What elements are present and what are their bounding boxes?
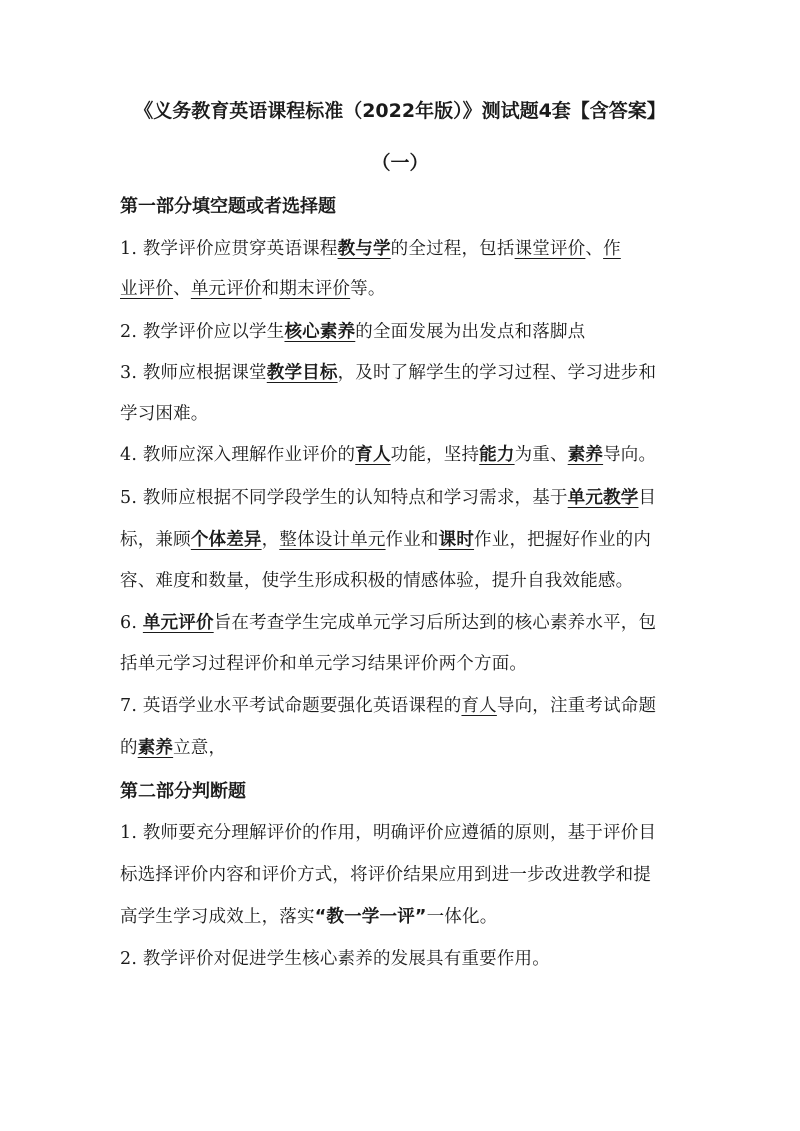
question-6-line-2: 括单元学习过程评价和单元学习结果评价两个方面。 <box>120 654 528 674</box>
answer-blank: 能力 <box>479 445 515 465</box>
answer-blank: 业评价 <box>120 279 174 299</box>
question-7-line-1: 7. 英语学业水平考试命题要强化英语课程的育人导向，注重考试命题 <box>120 696 657 716</box>
emphasis-quote: “教一学一评” <box>314 907 427 927</box>
answer-blank: 单元评价 <box>190 279 262 299</box>
answer-blank: 素养 <box>567 445 604 465</box>
answer-blank: 教学目标 <box>266 363 338 383</box>
question-5-line-2: 标，兼顾个体差异，整体设计单元作业和课时作业，把握好作业的内 <box>120 530 652 550</box>
answer-blank: 课堂评价 <box>514 239 586 259</box>
answer-blank: 期末评价 <box>279 279 351 299</box>
answer-blank: 个体差异 <box>190 530 262 550</box>
answer-blank: 单元评价 <box>142 613 214 633</box>
question-5-line-1: 5. 教师应根据不同学段学生的认知特点和学习需求，基于单元教学目 <box>120 488 657 508</box>
document-title: 《义务教育英语课程标准（2022年版）》测试题4套【含答案】 <box>134 100 666 122</box>
judgement-1-line-1: 1. 教师要充分理解评价的作用，明确评价应遵循的原则，基于评价目 <box>120 823 657 843</box>
answer-blank: 素养 <box>137 738 174 758</box>
judgement-1-line-2: 标选择评价内容和评价方式，将评价结果应用到进一步改进教学和提 <box>120 865 651 885</box>
document-subtitle: （一） <box>371 152 429 174</box>
answer-blank: 育人 <box>461 696 497 716</box>
question-2-line-1: 2. 教学评价应以学生核心素养的全面发展为出发点和落脚点 <box>120 322 586 342</box>
answer-blank: 核心素养 <box>284 322 356 342</box>
question-1-line-1: 1. 教学评价应贯穿英语课程教与学的全过程，包括课堂评价、作 <box>120 239 621 259</box>
judgement-2-line-1: 2. 教学评价对促进学生核心素养的发展具有重要作用。 <box>120 949 550 969</box>
answer-blank: 作 <box>603 239 621 259</box>
part1-heading: 第一部分填空题或者选择题 <box>120 196 336 217</box>
answer-blank: 整体设计单元 <box>279 530 386 550</box>
answer-blank: 育人 <box>355 445 391 465</box>
question-6-line-1: 6. 单元评价旨在考查学生完成单元学习后所达到的核心素养水平，包 <box>120 613 657 633</box>
answer-blank: 课时 <box>438 530 475 550</box>
part2-heading: 第二部分判断题 <box>120 781 246 802</box>
judgement-1-line-3: 高学生学习成效上，落实“教一学一评”一体化。 <box>120 907 498 927</box>
question-5-line-3: 容、难度和数量，使学生形成积极的情感体验，提升自我效能感。 <box>120 571 634 591</box>
question-3-line-1: 3. 教师应根据课堂教学目标，及时了解学生的学习过程、学习进步和 <box>120 363 657 383</box>
answer-blank: 单元教学 <box>567 488 639 508</box>
question-4-line-1: 4. 教师应深入理解作业评价的育人功能，坚持能力为重、素养导向。 <box>120 445 657 465</box>
question-3-line-2: 学习困难。 <box>120 404 209 424</box>
question-7-line-2: 的素养立意， <box>120 738 227 758</box>
question-1-line-2: 业评价、单元评价和期末评价等。 <box>120 279 386 299</box>
answer-blank: 教与学 <box>337 239 391 259</box>
